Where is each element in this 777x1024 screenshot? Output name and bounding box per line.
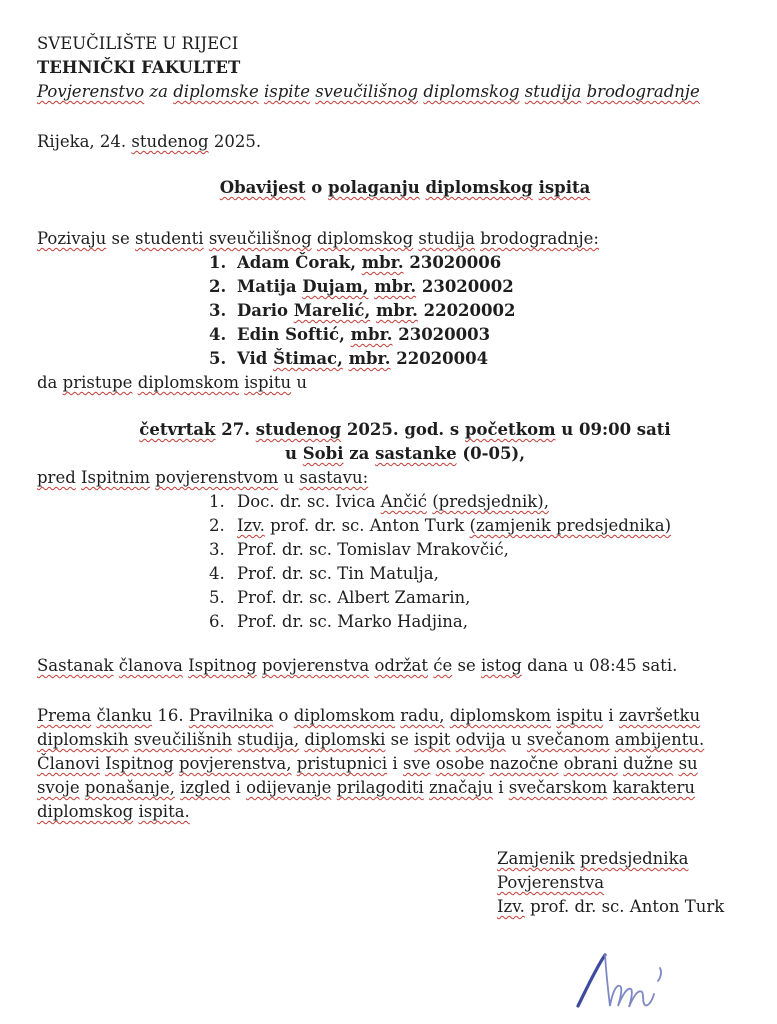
- list-item-number: 4.: [209, 564, 225, 583]
- continuation-line: [37, 371, 751, 395]
- misspelled-text: će: [433, 656, 453, 675]
- misspelled-text: članova: [118, 656, 183, 675]
- signature-stroke-accent: [658, 968, 661, 981]
- misspelled-text: studenog: [131, 132, 209, 151]
- misspelled-text: ispitu: [244, 373, 292, 392]
- text-segment: prof. dr. sc. Anton Turk: [524, 897, 725, 916]
- text-segment: i: [492, 778, 509, 797]
- misspelled-text: radu,: [400, 706, 445, 725]
- signature-stroke-main: [578, 955, 605, 1006]
- misspelled-text: povjerenstvom: [155, 468, 279, 487]
- text-segment: da: [37, 373, 63, 392]
- misspelled-text: diplomskom: [137, 373, 239, 392]
- list-item-number: 5.: [209, 349, 227, 368]
- misspelled-text: povjerenstva,: [178, 754, 292, 773]
- misspelled-text: polaganju: [328, 178, 420, 197]
- misspelled-text: članku: [96, 706, 153, 725]
- misspelled-text: svečanom: [526, 730, 610, 749]
- text-segment: i: [230, 778, 247, 797]
- misspelled-text: Povjerenstvo: [37, 82, 145, 101]
- text-segment: 23020002: [416, 277, 514, 296]
- text-segment: u 09:00 sati: [555, 420, 671, 439]
- meeting-line: [37, 654, 751, 678]
- list-item-number: 1.: [209, 253, 227, 272]
- misspelled-text: pred: [37, 468, 76, 487]
- misspelled-text: značaju: [428, 778, 493, 797]
- text-segment: Edin Softić,: [237, 325, 351, 344]
- faculty-name: [37, 56, 751, 80]
- misspelled-text: diplomskog: [37, 802, 134, 821]
- text-segment: 2025.: [208, 132, 262, 151]
- misspelled-text: Sobi: [302, 444, 344, 463]
- misspelled-text: studenti: [134, 229, 204, 248]
- misspelled-text: brodogradnje: [586, 82, 700, 101]
- list-item-number: 3.: [209, 301, 227, 320]
- misspelled-text: ambijentu.: [614, 730, 705, 749]
- list-item: [209, 490, 751, 514]
- misspelled-text: Izv.: [237, 516, 265, 535]
- misspelled-text: izgled: [180, 778, 231, 797]
- text-segment: 22020002: [417, 301, 516, 320]
- misspelled-text: ispite: [263, 82, 310, 101]
- list-item-text: [237, 277, 514, 296]
- text-segment: Dario: [237, 301, 294, 320]
- misspelled-text: sveučilišnih: [133, 730, 233, 749]
- misspelled-text: povjerenstva: [261, 656, 370, 675]
- misspelled-text: Ispitnog: [105, 754, 174, 773]
- exam-datetime-line: [37, 418, 751, 442]
- text-segment: se: [385, 730, 415, 749]
- misspelled-text: diplomskih: [37, 730, 129, 749]
- misspelled-text: diplomske: [173, 82, 259, 101]
- list-item-text: [237, 540, 509, 559]
- misspelled-text: mbr.: [350, 325, 393, 344]
- signature-role-line2: [497, 871, 751, 895]
- misspelled-text: pristupnici: [296, 754, 388, 773]
- misspelled-text: Prema: [37, 706, 92, 725]
- text-segment: SVEUČILIŠTE U RIJECI: [37, 34, 239, 53]
- list-item-number: 2.: [209, 277, 227, 296]
- signature-block: [497, 847, 751, 919]
- misspelled-text: Obavijest: [219, 178, 306, 197]
- misspelled-text: predsjednika: [579, 849, 689, 868]
- text-segment: 23020006: [403, 253, 502, 272]
- list-item-text: [237, 564, 439, 583]
- misspelled-text: (zamjenik predsjednika): [469, 516, 672, 535]
- text-segment: 2025. god. s: [341, 420, 465, 439]
- misspelled-text: dužne: [623, 754, 674, 773]
- misspelled-text: diplomskog: [316, 229, 414, 248]
- list-item-text: [237, 301, 515, 320]
- misspelled-text: studenog: [255, 420, 342, 439]
- place-date-line: [37, 130, 751, 154]
- text-segment: 23020003: [392, 325, 491, 344]
- misspelled-text: ponašanje,: [84, 778, 175, 797]
- misspelled-text: Sastanak: [37, 656, 114, 675]
- paragraph-line: [37, 752, 751, 776]
- list-item-text: [237, 516, 671, 535]
- misspelled-text: sve: [402, 754, 431, 773]
- misspelled-text: početkom: [464, 420, 556, 439]
- misspelled-text: pristupe: [62, 373, 133, 392]
- text-segment: o: [305, 178, 329, 197]
- misspelled-text: Ančić: [380, 492, 427, 511]
- signature-role-line1: [497, 847, 751, 871]
- committee-list: [209, 490, 751, 634]
- handwritten-signature: [572, 946, 722, 1024]
- text-segment: 16.: [152, 706, 189, 725]
- misspelled-text: studija: [418, 229, 475, 248]
- text-segment: Matija: [237, 277, 303, 296]
- misspelled-text: sastanke: [375, 444, 457, 463]
- list-item: [209, 323, 751, 347]
- misspelled-text: karakteru: [612, 778, 696, 797]
- committee-subtitle: [37, 80, 751, 104]
- misspelled-text: ispita: [538, 178, 591, 197]
- text-segment: se: [452, 656, 481, 675]
- misspelled-text: osobe: [435, 754, 485, 773]
- misspelled-text: sveučilišnog: [315, 82, 419, 101]
- misspelled-text: Pravilnika: [188, 706, 274, 725]
- list-item: [209, 538, 751, 562]
- list-item-text: [237, 492, 549, 511]
- misspelled-text: mbr.: [348, 349, 391, 368]
- misspelled-text: Dujam,: [302, 277, 369, 296]
- list-item: [209, 347, 751, 371]
- university-name: [37, 32, 751, 56]
- regulation-paragraph: [37, 704, 751, 824]
- misspelled-text: sveučilišnog: [208, 229, 312, 248]
- misspelled-text: ispita.: [138, 802, 190, 821]
- text-segment: Adam Čorak,: [237, 253, 362, 272]
- list-item-text: [237, 253, 501, 272]
- misspelled-text: prilagoditi: [336, 778, 424, 797]
- misspelled-text: Povjerenstva: [497, 873, 605, 892]
- text-segment: o: [273, 706, 294, 725]
- text-segment: Prof. dr. sc. Tomislav Mrakovčić,: [237, 540, 509, 559]
- paragraph-line: [37, 776, 751, 800]
- list-item-number: 1.: [209, 492, 225, 511]
- misspelled-text: diplomski: [304, 730, 386, 749]
- list-item: [209, 275, 751, 299]
- list-item: [209, 562, 751, 586]
- misspelled-text: završetku: [618, 706, 701, 725]
- misspelled-text: Izv.: [497, 897, 525, 916]
- paragraph-line: [37, 800, 751, 824]
- misspelled-text: istog: [480, 656, 522, 675]
- misspelled-text: nazočne: [489, 754, 559, 773]
- text-segment: u: [278, 468, 300, 487]
- list-item-number: 2.: [209, 516, 225, 535]
- text-segment: za: [144, 82, 174, 101]
- misspelled-text: ispit: [414, 730, 451, 749]
- students-list: [209, 251, 751, 371]
- text-segment: Rijeka, 24.: [37, 132, 132, 151]
- misspelled-text: Članovi: [37, 754, 100, 773]
- text-segment: (0-05),: [456, 444, 525, 463]
- misspelled-text: Ispitnog: [188, 656, 257, 675]
- misspelled-text: su: [678, 754, 698, 773]
- misspelled-text: ispitu: [556, 706, 604, 725]
- misspelled-text: studija: [524, 82, 582, 101]
- misspelled-text: sastavu:: [299, 468, 369, 487]
- misspelled-text: diplomskom: [293, 706, 396, 725]
- text-segment: Prof. dr. sc. Tin Matulja,: [237, 564, 439, 583]
- text-segment: 27.: [215, 420, 256, 439]
- text-segment: TEHNIČKI FAKULTET: [37, 58, 241, 77]
- text-segment: i: [603, 706, 619, 725]
- list-item: [209, 610, 751, 634]
- misspelled-text: svečarskom: [508, 778, 608, 797]
- intro-line: [37, 227, 751, 251]
- text-segment: Vid: [237, 349, 274, 368]
- text-segment: dana u 08:45 sati.: [521, 656, 678, 675]
- list-item: [209, 251, 751, 275]
- text-segment: Doc. dr. sc. Ivica: [237, 492, 381, 511]
- list-item-number: 3.: [209, 540, 225, 559]
- list-item-text: [237, 588, 470, 607]
- text-segment: 22020004: [390, 349, 489, 368]
- misspelled-text: mbr.: [374, 277, 417, 296]
- exam-location-line: [37, 442, 751, 466]
- list-item: [209, 586, 751, 610]
- list-item-text: [237, 612, 468, 631]
- text-segment: Prof. dr. sc. Albert Zamarin,: [237, 588, 471, 607]
- text-segment: se: [106, 229, 135, 248]
- text-segment: u: [291, 373, 307, 392]
- signature-name-line: [497, 895, 751, 919]
- text-segment: u: [505, 730, 527, 749]
- misspelled-text: Ispitnim: [81, 468, 151, 487]
- list-item-text: [237, 349, 488, 368]
- misspelled-text: diplomskog: [423, 82, 520, 101]
- signature-stroke-letters: [605, 955, 654, 1007]
- list-item-number: 6.: [209, 612, 225, 631]
- misspelled-text: održat: [374, 656, 428, 675]
- misspelled-text: odvija: [455, 730, 506, 749]
- misspelled-text: diplomskom: [449, 706, 552, 725]
- committee-intro-line: [37, 466, 751, 490]
- misspelled-text: studija,: [237, 730, 300, 749]
- list-item: [209, 299, 751, 323]
- text-segment: za: [343, 444, 376, 463]
- list-item-number: 5.: [209, 588, 225, 607]
- paragraph-line: [37, 704, 751, 728]
- misspelled-text: brodogradnje:: [480, 229, 599, 248]
- misspelled-text: diplomskog: [425, 178, 533, 197]
- misspelled-text: Pozivaju: [37, 229, 107, 248]
- misspelled-text: svoje: [37, 778, 80, 797]
- text-segment: prof. dr. sc. Anton Turk: [264, 516, 470, 535]
- misspelled-text: (predsjednik),: [432, 492, 549, 511]
- text-segment: u: [285, 444, 303, 463]
- list-item-number: 4.: [209, 325, 227, 344]
- misspelled-text: Zamjenik: [497, 849, 575, 868]
- text-segment: Prof. dr. sc. Marko Hadjina,: [237, 612, 468, 631]
- misspelled-text: Štimac,: [273, 349, 343, 368]
- misspelled-text: obrani: [563, 754, 618, 773]
- misspelled-text: mbr.: [361, 253, 404, 272]
- list-item: [209, 514, 751, 538]
- misspelled-text: četvrtak: [139, 420, 216, 439]
- misspelled-text: Marelić,: [293, 301, 371, 320]
- misspelled-text: mbr.: [375, 301, 418, 320]
- text-segment: i: [387, 754, 403, 773]
- misspelled-text: odijevanje: [246, 778, 332, 797]
- list-item-text: [237, 325, 490, 344]
- paragraph-line: [37, 728, 751, 752]
- notice-title: [37, 176, 751, 200]
